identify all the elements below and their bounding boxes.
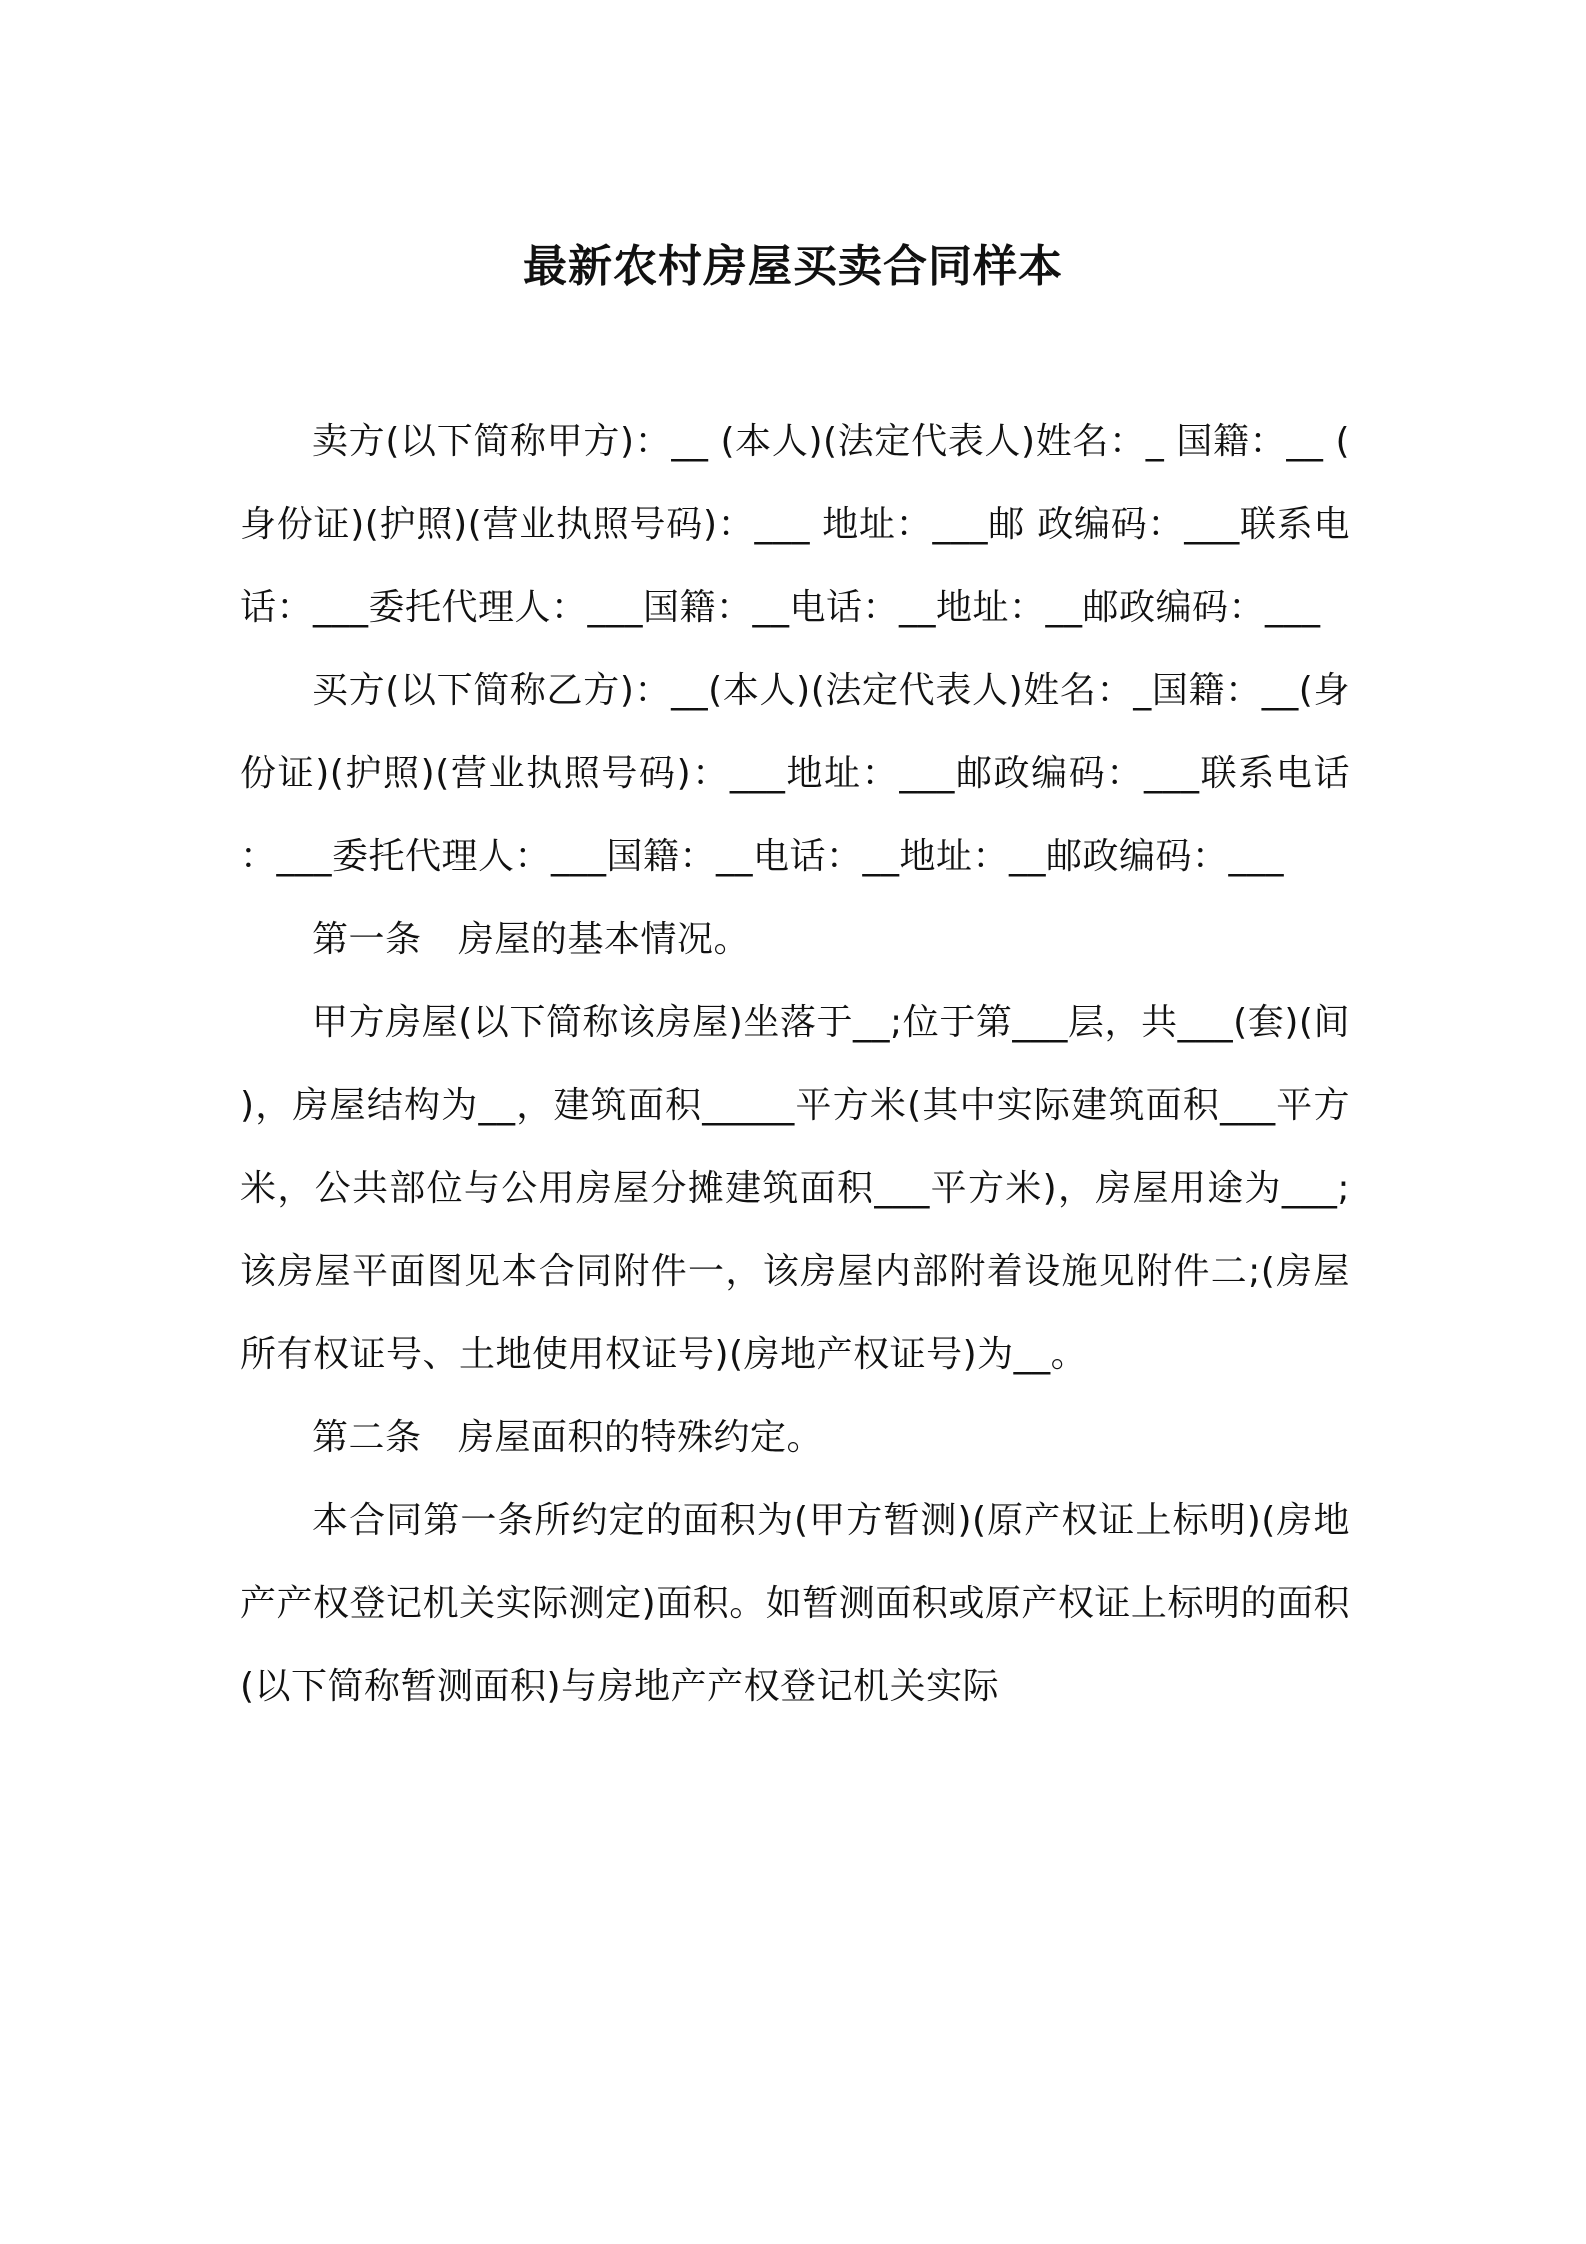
buyer-info-paragraph: 买方(以下简称乙方)：__(本人)(法定代表人)姓名：_国籍：__(身份证)(护照)(营业执照号码)：___地址：___邮政编码：___联系电话：___委托代理人：___国籍：__电话：__地址：__邮政编码：___ bbox=[240, 670, 1350, 877]
document-body bbox=[240, 400, 1350, 1728]
article-2-body: 本合同第一条所约定的面积为(甲方暂测)(原产权证上标明)(房地产产权登记机关实际测定)面积。如暂测面积或原产权证上标明的面积(以下简称暂测面积)与房地产产权登记机关实际 bbox=[240, 1500, 1350, 1707]
seller-info-paragraph: 卖方(以下简称甲方)：__ (本人)(法定代表人)姓名：_ 国籍：__ (身份证)(护照)(营业执照号码)：___ 地址：___邮 政编码：___联系电话：___委托代理人：___国籍：__电话：__地址：__邮政编码：___ bbox=[240, 421, 1350, 628]
article-1-heading: 第一条 房屋的基本情况。 bbox=[312, 919, 751, 960]
article-2-heading: 第二条 房屋面积的特殊约定。 bbox=[312, 1417, 824, 1458]
article-1-body: 甲方房屋(以下简称该房屋)坐落于__;位于第___层，共___(套)(间)，房屋结构为__，建筑面积_____平方米(其中实际建筑面积___平方米，公共部位与公用房屋分摊建筑面积___平方米)，房屋用途为___;该房屋平面图见本合同附件一，该房屋内部附着设施见附件二;(房屋所有权证号、土地使用权证号)(房地产权证号)为__。 bbox=[240, 1002, 1350, 1375]
document-title: 最新农村房屋买卖合同样本 bbox=[523, 241, 1063, 293]
